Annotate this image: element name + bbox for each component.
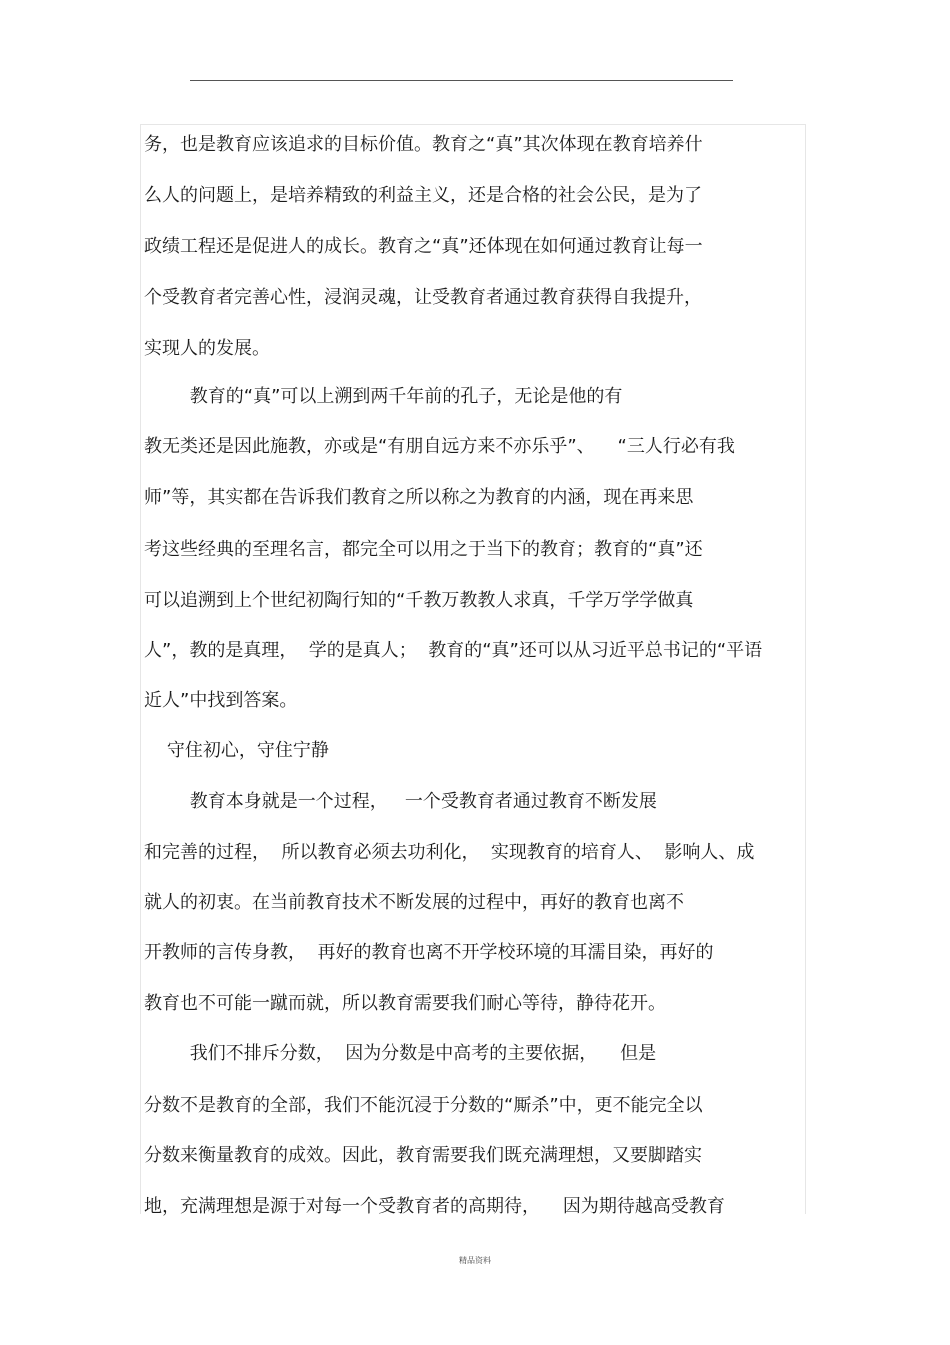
text-line: 开教师的言传身教， 再好的教育也离不开学校环境的耳濡目染，再好的 bbox=[144, 942, 714, 963]
text-line: 就人的初衷。在当前教育技术不断发展的过程中，再好的教育也离不 bbox=[144, 892, 684, 913]
text-line: 地，充满理想是源于对每一个受教育者的高期待， 因为期待越高受教育 bbox=[144, 1196, 725, 1217]
text-line: 人”，教的是真理， 学的是真人； 教育的“真”还可以从习近平总书记的“平语 bbox=[144, 640, 763, 661]
text-line: 可以追溯到上个世纪初陶行知的“千教万教教人求真，千学万学学做真 bbox=[144, 590, 694, 611]
text-line: 实现人的发展。 bbox=[144, 338, 270, 359]
page-footer: 精品资料 bbox=[459, 1256, 491, 1265]
text-line: 教育也不可能一蹴而就，所以教育需要我们耐心等待，静待花开。 bbox=[144, 993, 666, 1014]
text-line: 分数来衡量教育的成效。因此，教育需要我们既充满理想，又要脚踏实 bbox=[144, 1145, 702, 1166]
text-line: 分数不是教育的全部，我们不能沉浸于分数的“厮杀”中，更不能完全以 bbox=[144, 1095, 703, 1116]
text-frame-left-border bbox=[140, 124, 141, 1214]
text-line: 和完善的过程， 所以教育必须去功利化， 实现教育的培育人、 影响人、成 bbox=[144, 842, 755, 863]
header-rule bbox=[190, 80, 733, 81]
text-line: 么人的问题上，是培养精致的利益主义，还是合格的社会公民，是为了 bbox=[144, 185, 702, 206]
text-line: 政绩工程还是促进人的成长。教育之“真”还体现在如何通过教育让每一 bbox=[144, 236, 703, 257]
text-frame-top-border bbox=[140, 124, 805, 125]
text-line: 教育的“真”可以上溯到两千年前的孔子，无论是他的有 bbox=[144, 386, 623, 407]
text-line: 教无类还是因此施教，亦或是“有朋自远方来不亦乐乎”、 “三人行必有我 bbox=[144, 436, 735, 457]
section-heading: 守住初心，守住宁静 bbox=[144, 740, 329, 761]
text-line: 教育本身就是一个过程， 一个受教育者通过教育不断发展 bbox=[144, 791, 657, 812]
text-frame-right-border bbox=[805, 124, 806, 1214]
text-line: 近人”中找到答案。 bbox=[144, 690, 298, 711]
text-line: 我们不排斥分数， 因为分数是中高考的主要依据， 但是 bbox=[144, 1043, 657, 1064]
text-line: 务，也是教育应该追求的目标价值。教育之“真”其次体现在教育培养什 bbox=[144, 134, 703, 155]
text-line: 个受教育者完善心性，浸润灵魂，让受教育者通过教育获得自我提升， bbox=[144, 287, 702, 308]
text-line: 考这些经典的至理名言，都完全可以用之于当下的教育；教育的“真”还 bbox=[144, 539, 703, 560]
text-line: 师”等，其实都在告诉我们教育之所以称之为教育的内涵，现在再来思 bbox=[144, 487, 694, 508]
